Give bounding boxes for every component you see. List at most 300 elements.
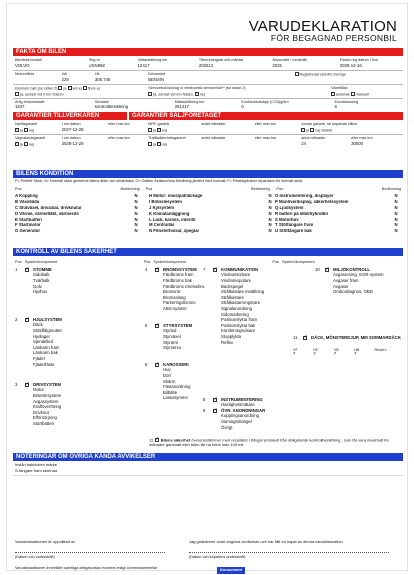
- value-nybil-date[interactable]: 2027-12-29: [61, 128, 84, 132]
- control-item: Elförsörjning: [33, 415, 57, 421]
- pos-12-number: 12: [149, 437, 154, 443]
- facts-row3: [15, 86, 401, 91]
- tire-vf-value[interactable]: 7: [293, 351, 296, 357]
- control-item: Drivknut: [33, 409, 49, 415]
- condition-grade[interactable]: N: [394, 210, 398, 216]
- facts-row4-labels: [15, 100, 401, 104]
- trafik-ja-checkbox[interactable]: [148, 142, 152, 146]
- timing-belt-ja-checkbox[interactable]: [58, 86, 62, 90]
- control-item: Bromsslang: [163, 294, 186, 300]
- condition-item-label: E Startbatteri: [15, 217, 42, 222]
- vagn-ja-checkbox[interactable]: [15, 142, 19, 146]
- condition-section-header: BILENS KONDITION: [13, 170, 403, 178]
- condition-grade[interactable]: N: [268, 193, 272, 198]
- trafik-ja-label: ja: [153, 142, 157, 147]
- last-service-field: [15, 92, 148, 97]
- other-ja-checkbox[interactable]: [301, 128, 305, 132]
- nybil-nej-checkbox[interactable]: [24, 128, 28, 132]
- control-item: Reflex: [221, 339, 234, 345]
- control-group-number: 9: [203, 408, 206, 413]
- control-group-checkbox[interactable]: [155, 268, 159, 272]
- condition-grade[interactable]: N: [134, 228, 138, 234]
- note-line-1: Inslån baklucken märke: [15, 462, 58, 467]
- control-group-grp9: [203, 409, 303, 431]
- trafik-nej-checkbox[interactable]: [157, 142, 161, 146]
- service-options: [148, 92, 330, 97]
- control-item: Styrservo: [163, 345, 182, 351]
- value-vagn-date[interactable]: 2028-12-29: [61, 142, 84, 146]
- control-section-header: KONTROLL AV BILENS SÄKERHET: [13, 248, 403, 256]
- control-group-checkbox-wrap: [25, 268, 33, 273]
- control-group-number: 2: [15, 317, 18, 322]
- control-group-checkbox[interactable]: [155, 324, 159, 328]
- label-trafik-months: antal månader: [201, 136, 226, 140]
- facts-section-header: FAKTA OM BILEN: [13, 48, 403, 56]
- timing-belt-finnsej-label: finns ej: [87, 86, 100, 91]
- control-item: Stöldfälgmutter: [33, 328, 62, 334]
- value-regnr[interactable]: UXN89Z: [88, 64, 106, 68]
- label-co2: Koldioxidutsläpp (CO2)g/km: [241, 100, 289, 104]
- condition-item-label: K Klimatanläggning: [149, 211, 190, 216]
- control-group-title: MILJÖKONTROLL: [333, 267, 370, 272]
- control-group-checkbox-wrap: [155, 363, 163, 368]
- seller-signature-label: Varudeklarationen är upprättad av: [15, 539, 76, 544]
- seller-date-label: (Datum och underskrift): [15, 555, 55, 559]
- facts-row4-values: [15, 105, 401, 110]
- buyer-signature-line[interactable]: [189, 552, 389, 553]
- label-mrf-months: antal månader: [201, 122, 226, 126]
- control-group-checkbox[interactable]: [213, 398, 217, 402]
- control-item: Bromsrör: [163, 289, 181, 295]
- control-item: Positionslykta fram: [221, 317, 258, 323]
- gearbox-automat-label: automat: [335, 92, 350, 97]
- control-item: Styrled: [163, 328, 177, 334]
- value-trafik-km[interactable]: [255, 142, 302, 147]
- service-ja-checkbox[interactable]: [148, 92, 152, 96]
- konsument-logo: Konsument: [217, 567, 245, 574]
- condition-item-label: T Stötfångare fram: [275, 223, 314, 228]
- control-item: Startbatteri: [33, 421, 55, 426]
- nybil-nej-label: nej: [29, 128, 35, 133]
- control-item: Motor: [33, 387, 44, 393]
- condition-item-label: G Generator: [15, 229, 41, 234]
- value-nybil-km[interactable]: [108, 128, 148, 133]
- safety-statement: [149, 438, 401, 448]
- condition-grade[interactable]: N: [268, 204, 272, 210]
- label-power: Motoreffekt: [15, 72, 34, 76]
- condition-row: [15, 229, 143, 235]
- control-group-title: HJULSYSTEM: [33, 317, 62, 322]
- value-inspection[interactable]: kontrollbesiktning: [94, 105, 129, 109]
- control-item: Positionslykta bak: [221, 322, 256, 328]
- control-group-number: 11: [293, 335, 298, 340]
- control-item: Vindrutetorkare: [221, 272, 251, 278]
- nybil-options: [15, 128, 62, 133]
- pos-header: Pos: [276, 187, 283, 191]
- facts-row1-labels: [15, 58, 401, 62]
- control-group-checkbox-wrap: [213, 398, 221, 403]
- value-kw[interactable]: 228: [61, 78, 69, 82]
- warranty-row2-labels: [15, 136, 401, 140]
- divider: [13, 98, 403, 99]
- condition-grade[interactable]: N: [394, 216, 398, 222]
- vagn-options: [15, 142, 62, 147]
- system-header: System/komponent: [153, 260, 186, 264]
- value-make[interactable]: VOLVO: [15, 64, 30, 68]
- value-other-km[interactable]: 30000: [351, 142, 364, 146]
- label-hk: Hk: [94, 72, 100, 76]
- tire-hb-header: HB: [354, 348, 360, 352]
- control-item: Sidobalk: [33, 272, 50, 278]
- buyer-signature-label: Jag godkänner ovan angivna avvikelser och har fått en kopia av denna varudeklaration: [189, 540, 343, 544]
- condition-grade[interactable]: N: [268, 222, 272, 228]
- control-group-number: 4: [145, 267, 148, 272]
- control-item: Körriktningsvisare: [221, 328, 256, 334]
- control-item: Kraftöverföring: [33, 404, 62, 410]
- condition-col1: [15, 194, 143, 235]
- value-mileage2[interactable]: 251217: [174, 105, 190, 109]
- control-group-number: 7: [203, 267, 206, 272]
- condition-grade[interactable]: N: [394, 204, 398, 210]
- tire-reserve-value[interactable]: [375, 352, 401, 357]
- grade-header: Bedömning: [251, 187, 271, 191]
- registered-outside-option[interactable]: [295, 72, 401, 77]
- trafik-nej-label: nej: [162, 142, 168, 147]
- other-nej-checkbox[interactable]: [310, 128, 314, 132]
- label-mrf-km: eller max km: [254, 122, 277, 126]
- control-group-title: KOMMUNIKATION: [221, 267, 259, 272]
- label-other-months: antal månader: [301, 136, 326, 140]
- mrf-ja-checkbox[interactable]: [148, 128, 152, 132]
- condition-item-label: S Motorhuv: [275, 217, 299, 222]
- tire-hf-value[interactable]: 7: [313, 351, 316, 357]
- control-group-checkbox[interactable]: [213, 268, 217, 272]
- control-item: Stopplykta: [221, 333, 242, 339]
- control-item: Hjullager: [33, 333, 50, 339]
- label-nybil: Nybilsgaranti: [15, 122, 37, 126]
- system-header: System/komponent: [282, 260, 315, 264]
- condition-legend: P= Perfekt Skick, N= Normalt skick gentemot bilens ålder och körsträcka, O= Osäker funktion/viss förslitning jämfört med normalt, F= Felaktig/kräver reparation för normalt skick: [15, 179, 303, 183]
- condition-grade[interactable]: N: [394, 193, 398, 198]
- control-item: Övrigt: [221, 424, 233, 430]
- timing-belt-finnsej-checkbox[interactable]: [83, 86, 87, 90]
- condition-grade[interactable]: N: [134, 216, 138, 222]
- control-group-checkbox[interactable]: [25, 318, 29, 322]
- last-service-checkbox[interactable]: [15, 92, 19, 96]
- label-make: Bilmärke/modell: [15, 58, 43, 62]
- control-group-checkbox[interactable]: [25, 268, 29, 272]
- warranty-row2-values: [15, 142, 401, 147]
- value-euro[interactable]: 6: [334, 105, 337, 109]
- condition-col2: [149, 194, 277, 235]
- value-co2[interactable]: 0: [241, 105, 244, 109]
- control-group-checkbox[interactable]: [325, 268, 329, 272]
- control-group-grp1: [15, 268, 143, 296]
- condition-row: [275, 229, 403, 235]
- control-item: Ombordiagnos, OBD: [333, 289, 373, 295]
- value-hk[interactable]: 305.748: [94, 78, 111, 82]
- condition-grade[interactable]: N: [394, 222, 398, 228]
- control-group-checkbox[interactable]: [303, 336, 307, 340]
- footer-text: Varudeklarationen innehåller samtliga obligatoriska moment enligt överenskommelse: [15, 566, 158, 570]
- pos-header: Pos: [143, 260, 151, 264]
- other-warranty-name: Selekt: [321, 128, 332, 133]
- control-group-grp10: [315, 268, 414, 296]
- value-power[interactable]: [15, 78, 62, 83]
- control-group-checkbox-wrap: [213, 409, 221, 414]
- control-item: Backspegel: [221, 283, 244, 289]
- value-first-reg[interactable]: 2025-12-16: [339, 64, 362, 68]
- label-vagn-km: eller max km: [108, 136, 130, 140]
- condition-item-label: D Värme, värmefläkt, värmesits: [15, 211, 79, 216]
- condition-item-label: O Instrumentering, displayer: [275, 194, 334, 198]
- value-mileage[interactable]: 12417: [137, 64, 150, 68]
- facts-row1-values: [15, 64, 401, 69]
- condition-item-label: M Centrallås: [149, 223, 175, 228]
- system-header: System/komponent: [24, 260, 58, 264]
- tire-vf-header: VF: [293, 348, 298, 352]
- condition-item-label: Q Ljudsystem: [275, 205, 304, 210]
- timing-belt-label: Kamrem bytt (se sidan 2): [15, 86, 58, 91]
- divider: [13, 134, 403, 135]
- label-vagn: Vagnskadegaranti: [15, 136, 46, 140]
- condition-grade[interactable]: N: [134, 198, 138, 204]
- registered-outside-checkbox[interactable]: [295, 72, 299, 76]
- control-group-number: 3: [15, 382, 18, 387]
- condition-grade[interactable]: N: [268, 210, 272, 216]
- last-service-label: ja, senast vid 0 km Datum: [20, 92, 64, 97]
- condition-item-label: C Slutväxel, drivaxlar, drivknutar: [15, 205, 82, 210]
- pos-header: Pos: [272, 260, 279, 264]
- control-group-header: [293, 336, 414, 341]
- pos-12-checkbox[interactable]: [155, 438, 159, 442]
- control-col2-header: [144, 260, 273, 264]
- other-ja-label: ja: [306, 128, 310, 133]
- condition-grade[interactable]: N: [268, 228, 272, 234]
- label-euro: Euroklassning: [334, 100, 359, 104]
- page-subtitle: FÖR BEGAGNAD PERSONBIL: [270, 33, 397, 43]
- control-item: Avgasrening, EGR-system: [333, 272, 384, 278]
- condition-item-label: P Manöverdisplay, säkerhetssystem: [275, 199, 349, 204]
- value-tax[interactable]: 1537: [15, 105, 25, 109]
- condition-grade[interactable]: N: [134, 204, 138, 210]
- control-col3-header: [272, 260, 401, 264]
- mrf-options: [148, 128, 201, 133]
- value-other-months[interactable]: 24: [301, 142, 306, 146]
- control-group-number: 8: [203, 397, 206, 402]
- control-item: Strålkastarrengörare: [221, 300, 261, 306]
- condition-item-label: I Bränslesystem: [149, 199, 182, 204]
- warranty-manufacturer-header: GARANTIER TILLVERKAREN: [13, 112, 127, 120]
- control-group-checkbox-wrap: [155, 268, 163, 273]
- divider: [13, 84, 403, 85]
- control-headers: [15, 260, 401, 264]
- control-group-number: 6: [145, 362, 148, 367]
- nybil-ja-label: ja: [20, 128, 23, 133]
- control-group-checkbox-wrap: [25, 383, 33, 388]
- value-fuel[interactable]: BENSIN: [148, 78, 165, 82]
- label-manufactured: Tillverkningsår och månad: [198, 58, 243, 62]
- condition-grade[interactable]: N: [268, 216, 272, 222]
- control-group-title: DÄCK, MÖNSTERDJUP, MM SOMMARDÄCK: [311, 335, 401, 340]
- control-group-checkbox[interactable]: [155, 363, 159, 367]
- gearbox-manuell-checkbox[interactable]: [351, 92, 355, 96]
- gearbox-label: Växellåda: [330, 86, 348, 90]
- condition-grade[interactable]: N: [394, 228, 398, 234]
- control-item: Spindelled: [33, 339, 54, 345]
- control-item: Varningstriangel: [221, 419, 252, 425]
- control-group-title: KAROSSERI: [163, 362, 189, 367]
- value-mrf-km[interactable]: [255, 128, 302, 133]
- control-item: Avgassystem: [33, 398, 59, 404]
- control-group-checkbox-wrap: [155, 324, 163, 329]
- mrf-nej-checkbox[interactable]: [157, 128, 161, 132]
- condition-col3-header: [270, 187, 401, 191]
- control-group-grp2: [15, 318, 143, 368]
- value-manufactured[interactable]: 202512: [198, 64, 214, 68]
- tire-depth-table: [293, 348, 401, 357]
- control-item: Däck: [33, 322, 43, 328]
- control-group-checkbox[interactable]: [25, 383, 29, 387]
- seller-signature-line[interactable]: [15, 552, 165, 553]
- declaration-page: [6, 3, 408, 571]
- control-group-checkbox-wrap: [325, 268, 333, 273]
- service-ja-label: ja, senast vid km Nästa:: [153, 92, 194, 97]
- condition-item-label: A Koppling: [15, 194, 38, 198]
- control-item: Färdbroms rörelsebrs.: [163, 283, 206, 289]
- pos-header: Pos: [145, 187, 153, 191]
- control-group-title: ÖVR. ANORDNINGAR: [221, 408, 266, 413]
- label-tax: Årlig fordonsskatt: [15, 100, 45, 104]
- control-group-number: 5: [145, 323, 148, 328]
- control-item: Länkarm fram: [33, 344, 60, 350]
- trafik-options: [148, 142, 201, 147]
- notes-section-header: NOTERINGAR OM ÖVRIGA KÄNDA AVVIKELSER: [13, 453, 403, 461]
- facts-row2-values: [15, 78, 401, 83]
- label-kw: kW: [61, 72, 68, 76]
- service-nej-checkbox[interactable]: [195, 92, 199, 96]
- condition-grade[interactable]: N: [394, 198, 398, 204]
- label-trafik: Trafiksäkerhetsgaranti: [148, 136, 186, 140]
- label-mrf: MRF-garanti: [148, 122, 170, 126]
- control-grid: [15, 268, 401, 448]
- label-regnr: Reg nr: [88, 58, 100, 62]
- control-group-grp3: [15, 383, 143, 428]
- control-item: Skärm: [163, 378, 176, 384]
- control-item: Avgaser: [333, 283, 349, 289]
- condition-item-label: H Motor: missljud/läckage: [149, 194, 203, 198]
- warranty-dealer-header: GARANTIER SÄLJFÖRETAGET: [129, 112, 403, 120]
- control-group-title: BROMSSYSTEM: [163, 267, 197, 272]
- condition-item-label: B Växellåda: [15, 199, 40, 204]
- tire-reserve-header: Reserv: [374, 348, 387, 352]
- nybil-ja-checkbox[interactable]: [15, 128, 19, 132]
- gearbox-automat-checkbox[interactable]: [331, 92, 335, 96]
- other-nej-label: nej: [315, 128, 321, 133]
- condition-item-label: F Startmotor: [15, 223, 41, 228]
- other-warranty-options: [301, 128, 401, 133]
- condition-grade[interactable]: N: [134, 222, 138, 228]
- condition-col3: [275, 194, 403, 235]
- value-vagn-km[interactable]: [108, 142, 148, 147]
- control-item: Lastutrymme: [163, 395, 188, 401]
- pos-header: Pos: [15, 260, 22, 264]
- label-model-year: Årsmodell / modellår: [272, 58, 307, 62]
- tire-hb-value[interactable]: 7: [354, 351, 357, 357]
- label-mileage: Mätarställning km: [137, 58, 168, 62]
- control-item: Bilbälte: [163, 389, 178, 395]
- vagn-nej-checkbox[interactable]: [24, 142, 28, 146]
- label-mileage2: Mätarställning km: [174, 100, 205, 104]
- timing-belt-field: [15, 86, 148, 91]
- label-other-km: eller max km: [351, 136, 373, 140]
- mrf-nej-label: nej: [162, 128, 168, 133]
- pos-12-title: Bilens säkerhet: [160, 437, 191, 443]
- control-item: Avgaser fram: [333, 278, 359, 284]
- label-latest: Senaste: [94, 100, 109, 104]
- control-group-checkbox-wrap: [303, 336, 311, 341]
- control-item: Golv: [33, 283, 42, 289]
- tire-vb-value[interactable]: 7: [333, 351, 337, 357]
- condition-grade[interactable]: N: [134, 210, 138, 216]
- control-item: Färdbroms fram: [163, 272, 194, 278]
- condition-item-label: U Stötfångare bak: [275, 229, 312, 234]
- control-group-grp7: [203, 268, 303, 346]
- control-item: Huv: [163, 367, 171, 373]
- value-model-year[interactable]: 2025: [272, 64, 282, 68]
- condition-headers: [15, 187, 401, 191]
- grade-header: Bedömning: [381, 187, 402, 191]
- control-item: Sidomarkering: [221, 311, 249, 317]
- condition-item-label: N Fönsterhissar, speglar: [149, 229, 200, 234]
- buyer-date-label: (Datum och köparens underskrift): [189, 555, 246, 559]
- label-fuel: Drivmedel: [148, 72, 166, 76]
- control-item: Länkarm bak: [33, 350, 58, 356]
- warranty-row1-values: [15, 128, 401, 133]
- facts-row2-labels: [15, 72, 401, 77]
- condition-grade[interactable]: N: [134, 193, 138, 198]
- control-item: Färdbroms bak: [163, 278, 192, 284]
- control-col1-header: [15, 260, 144, 264]
- control-group-title: INSTRUMENTERING: [221, 397, 263, 402]
- service-nej-label: nej: [199, 92, 205, 97]
- timing-belt-vetej-checkbox[interactable]: [68, 86, 72, 90]
- condition-col2-header: [140, 187, 271, 191]
- label-vagn-tom: t om datum: [61, 136, 81, 140]
- control-item: Strålkastare: [221, 294, 244, 300]
- value-mrf-months[interactable]: [201, 128, 254, 133]
- control-item: Hastighetsmätare: [221, 402, 255, 408]
- condition-grade[interactable]: N: [268, 198, 272, 204]
- control-item: ABS-system: [163, 306, 187, 311]
- control-item: Bränslesystem: [33, 393, 62, 399]
- control-group-checkbox[interactable]: [213, 409, 217, 413]
- registered-outside-label: Registrerad utanför Sverige: [299, 72, 346, 77]
- control-group-title: STYRSYSTEM: [163, 323, 193, 328]
- control-item: Parkeringsbroms: [163, 300, 196, 306]
- control-group-grp11: [293, 336, 414, 341]
- grade-header: Bedömning: [120, 187, 140, 191]
- note-line-2: S-fängare fram skrenad: [15, 468, 58, 473]
- timing-belt-ja-label: ja: [63, 86, 67, 91]
- control-item: Kopplingsanordning: [221, 413, 259, 419]
- timing-belt-vetej-label: vet ej: [72, 86, 82, 91]
- control-group-title: DRIVSYSTEM: [33, 382, 61, 387]
- value-trafik-months[interactable]: [201, 142, 254, 147]
- control-group-checkbox-wrap: [213, 268, 221, 273]
- control-item: Dörr: [163, 373, 172, 379]
- control-item: Vindrutespolare: [221, 278, 252, 284]
